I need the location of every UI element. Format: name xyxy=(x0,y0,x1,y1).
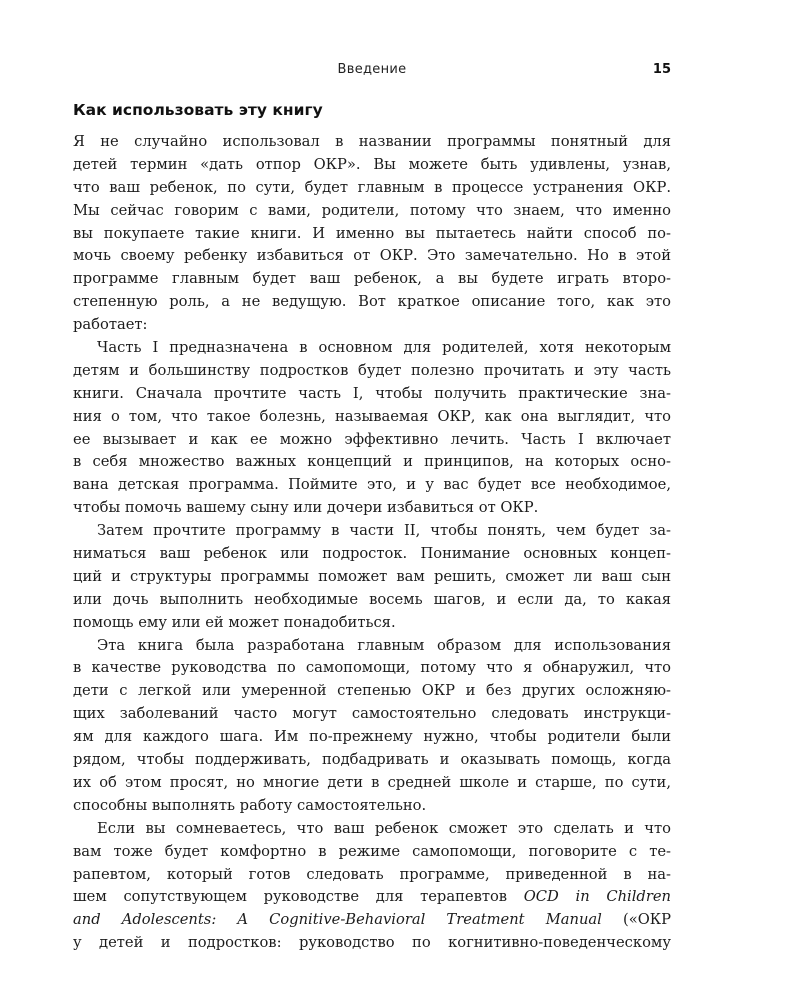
text-line: книги. Сначала прочтите часть I, чтобы получить практические зна- xyxy=(73,384,671,402)
body-text xyxy=(73,131,671,955)
text-line: вам тоже будет комфортно в режиме самопомощи, поговорите с те- xyxy=(73,842,671,860)
text-line: Мы сейчас говорим с вами, родители, потому что знаем, что именно xyxy=(73,201,671,219)
text-line: вы покупаете такие книги. И именно вы пытаетесь найти способ по- xyxy=(73,224,671,242)
text-line: работает: xyxy=(73,316,148,334)
text-line: Эта книга была разработана главным образом для использования xyxy=(97,636,671,654)
text-line: ния о том, что такое болезнь, называемая ОКР, как она выглядит, что xyxy=(73,407,671,425)
section-heading: Как использовать эту книгу xyxy=(73,101,323,119)
text-segment: шем сопутствующем руководстве для терапевтов xyxy=(73,888,508,906)
running-header xyxy=(73,62,671,82)
text-line: рапевтом, который готов следовать программе, приведенной в на- xyxy=(73,865,671,883)
book-page xyxy=(73,0,671,1000)
text-segment: («ОКР xyxy=(623,911,672,929)
text-line: Я не случайно использовал в названии программы понятный для xyxy=(73,133,671,150)
text-line: мочь своему ребенку избавиться от ОКР. Это замечательно. Но в этой xyxy=(73,247,671,265)
text-line: ее вызывает и как ее можно эффективно лечить. Часть I включает xyxy=(73,430,671,448)
text-line: дети с легкой или умеренной степенью ОКР и без других осложняю- xyxy=(73,682,671,700)
text-line: программе главным будет ваш ребенок, а вы будете играть второ- xyxy=(73,270,671,288)
text-line: Затем прочтите программу в части II, чтобы понять, чем будет за- xyxy=(97,522,671,540)
text-line: у детей и подростков: руководство по когнитивно-поведенческому xyxy=(73,934,671,952)
page-number: 15 xyxy=(652,62,671,77)
chapter-title: Введение xyxy=(337,62,407,77)
text-line: Часть I предназначена в основном для родителей, хотя некоторым xyxy=(97,339,671,357)
book-title-italic: and Adolescents: A Cognitive-Behavioral Treatment Manual xyxy=(73,911,602,929)
text-line: в качестве руководства по самопомощи, потому что я обнаружил, что xyxy=(73,659,671,677)
text-line xyxy=(73,886,671,909)
text-line: помощь ему или ей может понадобиться. xyxy=(73,613,396,631)
text-line xyxy=(73,909,671,932)
text-line: их об этом просят, но многие дети в средней школе и старше, по сути, xyxy=(73,773,671,791)
text-line: способны выполнять работу самостоятельно. xyxy=(73,796,427,814)
text-line: ций и структуры программы поможет вам решить, сможет ли ваш сын xyxy=(73,567,671,585)
text-line: ниматься ваш ребенок или подросток. Понимание основных концеп- xyxy=(73,545,671,563)
text-line: вана детская программа. Поймите это, и у вас будет все необходимое, xyxy=(73,476,671,494)
text-line: щих заболеваний часто могут самостоятельно следовать инструкци- xyxy=(73,705,671,723)
text-line: что ваш ребенок, по сути, будет главным в процессе устранения ОКР. xyxy=(73,178,671,196)
text-line: детям и большинству подростков будет полезно прочитать и эту часть xyxy=(73,361,671,379)
text-line: рядом, чтобы поддерживать, подбадривать и оказывать помощь, когда xyxy=(73,751,671,769)
text-line: детей термин «дать отпор ОКР». Вы можете быть удивлены, узнав, xyxy=(73,155,671,173)
text-line: степенную роль, а не ведущую. Вот краткое описание того, как это xyxy=(73,293,671,311)
text-line: или дочь выполнить необходимые восемь шагов, и если да, то какая xyxy=(73,590,671,608)
book-title-italic: OCD in Children xyxy=(523,888,672,906)
text-line: ям для каждого шага. Им по-прежнему нужно, чтобы родители были xyxy=(73,728,671,746)
text-line: Если вы сомневаетесь, что ваш ребенок сможет это сделать и что xyxy=(97,819,671,837)
text-line: чтобы помочь вашему сыну или дочери избавиться от ОКР. xyxy=(73,499,539,517)
text-line: в себя множество важных концепций и принципов, на которых осно- xyxy=(73,453,671,471)
